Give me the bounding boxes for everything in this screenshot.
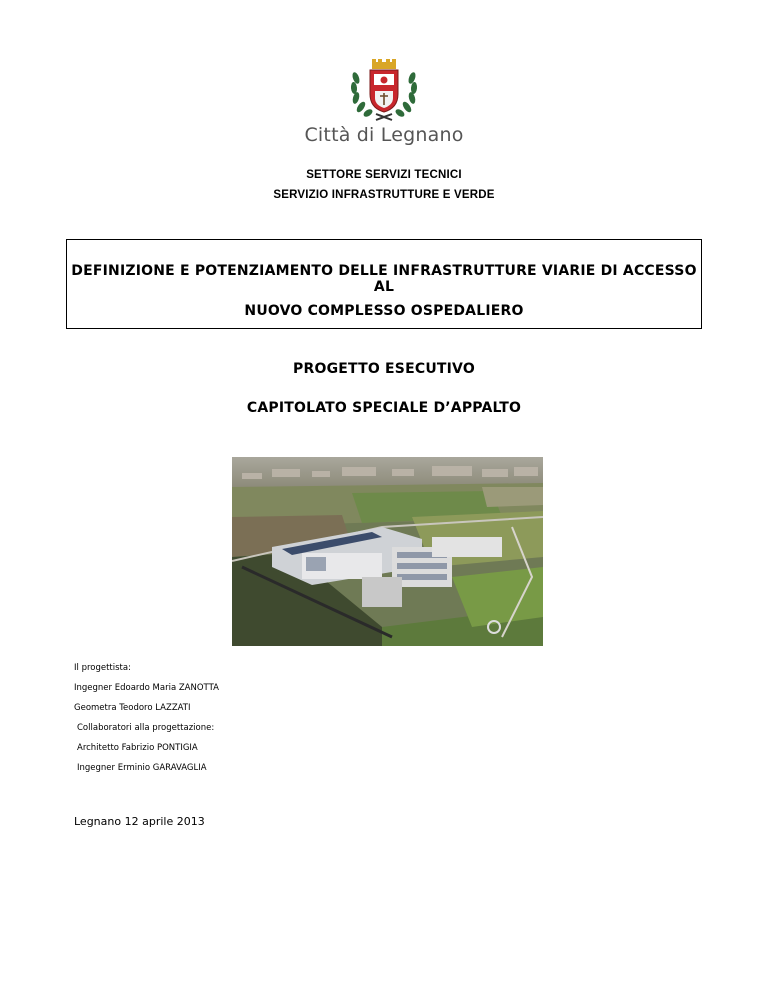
- collaborators-label: Collaboratori alla progettazione:: [77, 723, 215, 733]
- designer-name-2: Geometra Teodoro LAZZATI: [74, 703, 191, 713]
- city-name: Città di Legnano: [304, 124, 464, 146]
- aerial-hospital-photo: [232, 457, 543, 646]
- designer-label: Il progettista:: [74, 663, 131, 673]
- project-title-line1: DEFINIZIONE E POTENZIAMENTO DELLE INFRASTRUTTURE VIARIE DI ACCESSO AL: [71, 263, 697, 295]
- collaborator-name-2: Ingegner Erminio GARAVAGLIA: [77, 763, 207, 773]
- project-phase: PROGETTO ESECUTIVO: [293, 361, 475, 377]
- project-title-line2: NUOVO COMPLESSO OSPEDALIERO: [244, 303, 524, 319]
- place-date: Legnano 12 aprile 2013: [74, 815, 205, 828]
- coat-of-arms-icon: [346, 58, 422, 122]
- designer-name-1: Ingegner Edoardo Maria ZANOTTA: [74, 683, 219, 693]
- project-title-box: [66, 239, 702, 329]
- document-type: CAPITOLATO SPECIALE D’APPALTO: [246, 400, 522, 416]
- department-title: SETTORE SERVIZI TECNICI: [306, 169, 462, 181]
- collaborator-name-1: Architetto Fabrizio PONTIGIA: [77, 743, 198, 753]
- service-title: SERVIZIO INFRASTRUTTURE E VERDE: [273, 189, 495, 201]
